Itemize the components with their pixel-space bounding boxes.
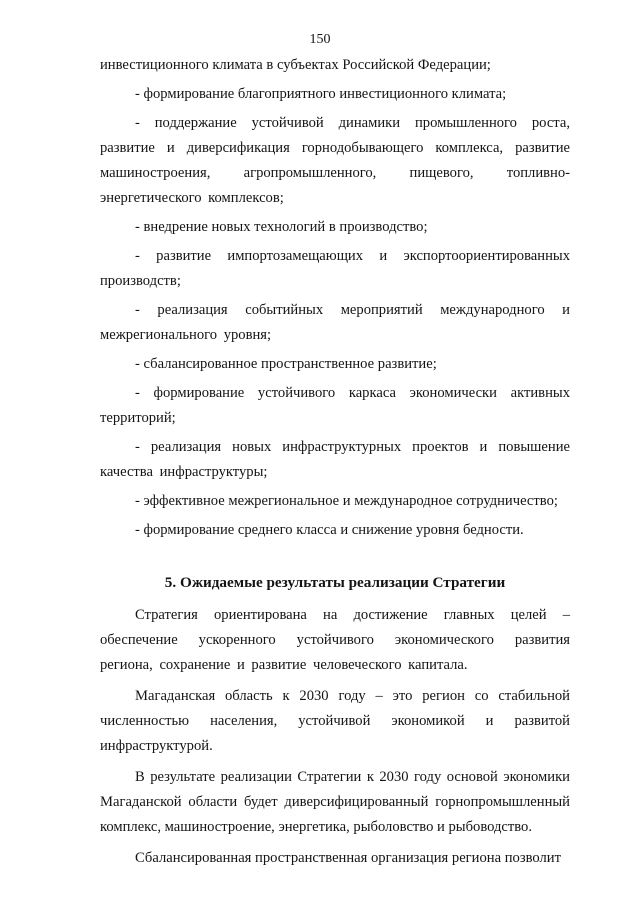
list-item-events: - реализация событийных мероприятий международного и межрегионального уровня; xyxy=(100,302,570,343)
list-item-economic-framework: - формирование устойчивого каркаса экономически активных территорий; xyxy=(100,385,570,426)
list-item-industrial-growth: - поддержание устойчивой динамики промышленного роста, развитие и диверсификация горнодобывающего комплекса, развитие машиностроения, агропромышленного, пищевого, топливно-энергетического комплексов; xyxy=(100,115,570,206)
list-item-import-substitution: - развитие импортозамещающих и экспортоориентированных производств; xyxy=(100,248,570,289)
page-number: 150 xyxy=(309,32,331,47)
list-item-spatial-development: - сбалансированное пространственное развитие; xyxy=(135,356,437,372)
body-text xyxy=(100,53,570,871)
paragraph-spatial-organization: Сбалансированная пространственная организация региона позволит xyxy=(135,850,561,866)
paragraph-continuation: инвестиционного климата в субъектах Российской Федерации; xyxy=(100,57,491,73)
paragraph-economy-basis: В результате реализации Стратегии к 2030 году основой экономики Магаданской области будет диверсифицированный горнопромышленный комплекс, машиностроение, энергетика, рыболовство и рыбоводство. xyxy=(100,769,570,835)
list-item-new-technologies: - внедрение новых технологий в производство; xyxy=(135,219,428,235)
paragraph-region-2030: Магаданская область к 2030 году – это регион со стабильной численностью населения, устойчивой экономикой и развитой инфраструктурой. xyxy=(100,688,570,754)
list-item-middle-class: - формирование среднего класса и снижение уровня бедности. xyxy=(135,522,524,538)
list-item-investment-climate: - формирование благоприятного инвестиционного климата; xyxy=(135,86,507,102)
list-item-infrastructure-projects: - реализация новых инфраструктурных проектов и повышение качества инфраструктуры; xyxy=(100,439,570,480)
list-item-cooperation: - эффективное межрегиональное и международное сотрудничество; xyxy=(135,493,558,509)
section-heading: 5. Ожидаемые результаты реализации Стратегии xyxy=(164,574,506,591)
paragraph-strategy-goals: Стратегия ориентирована на достижение главных целей – обеспечение ускоренного устойчивого экономического развития региона, сохранение и развитие человеческого капитала. xyxy=(100,607,570,673)
